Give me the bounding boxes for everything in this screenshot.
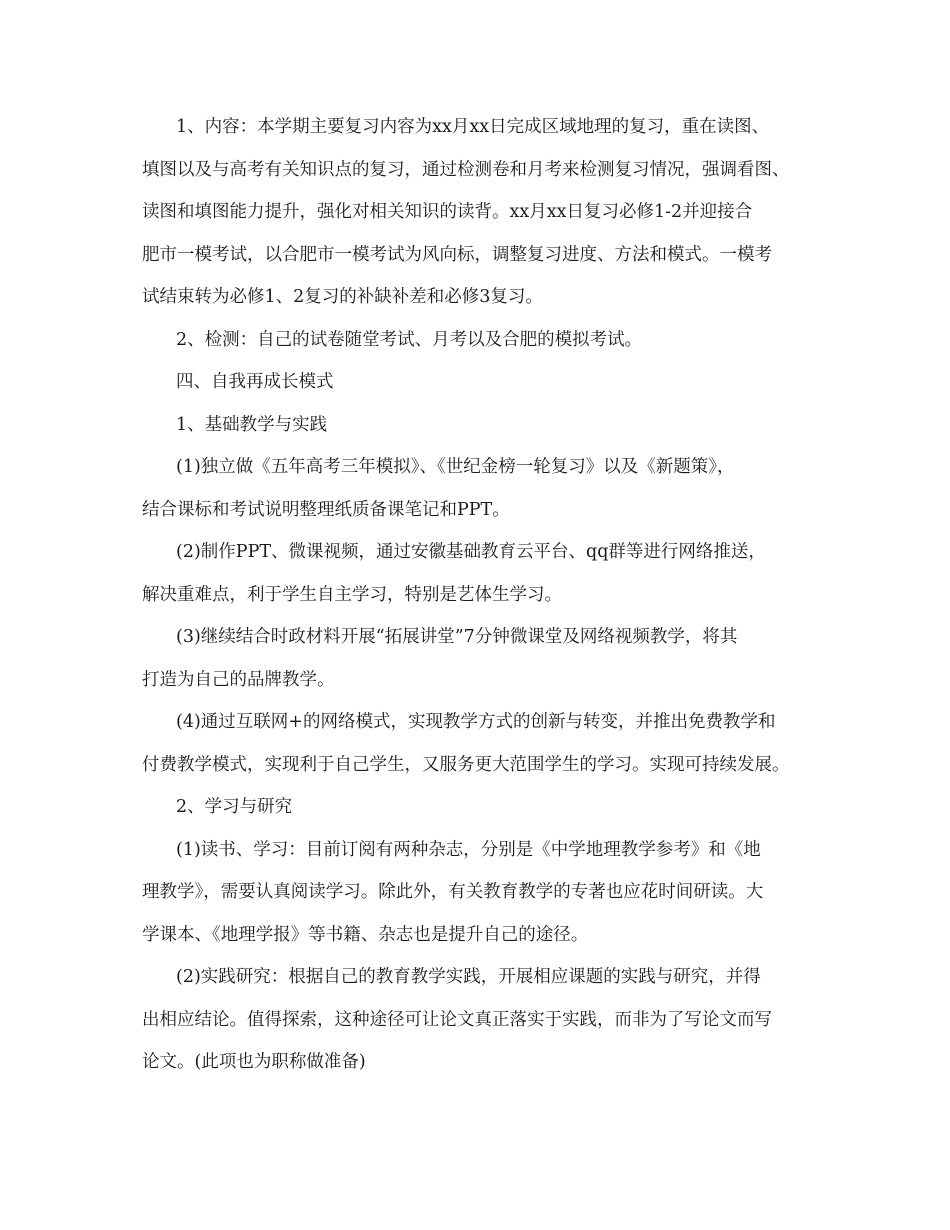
text-line: 2、学习与研究 (176, 797, 293, 817)
document-body (142, 106, 832, 1084)
text-line: (1)独立做《五年高考三年模拟》、《世纪金榜一轮复习》以及《新题策》， (176, 457, 735, 477)
text-line: (2)制作PPT、微课视频，通过安徽基础教育云平台、qq群等进行网络推送， (176, 542, 766, 562)
text-line: 填图以及与高考有关知识点的复习，通过检测卷和月考来检测复习情况，强调看图、 (142, 159, 790, 180)
text-line: 1、基础教学与实践 (176, 414, 328, 435)
text-line: (1)读书、学习：目前订阅有两种杂志，分别是《中学地理教学参考》和《地 (176, 839, 761, 860)
text-line: (4)通过互联网+的网络模式，实现教学方式的创新与转变，并推出免费教学和 (176, 712, 776, 732)
text-line: 出相应结论。值得探索，这种途径可让论文真正落实于实践，而非为了写论文而写 (142, 1009, 772, 1030)
text-line: 结合课标和考试说明整理纸质备课笔记和PPT。 (142, 499, 510, 520)
text-line: (2)实践研究：根据自己的教育教学实践，开展相应课题的实践与研究，并得 (176, 967, 761, 987)
text-line: (3)继续结合时政材料开展“拓展讲堂”7分钟微课堂及网络视频教学，将其 (176, 627, 738, 647)
text-line: 试结束转为必修1、2复习的补缺补差和必修3复习。 (142, 287, 543, 307)
text-line: 2、检测：自己的试卷随堂考试、月考以及合肥的模拟考试。 (176, 329, 643, 350)
text-line: 四、自我再成长模式 (176, 372, 334, 392)
text-line: 论文。(此项也为职称做准备) (142, 1052, 366, 1072)
text-line: 理教学》，需要认真阅读学习。除此外，有关教育教学的专著也应花时间研读。大 (142, 882, 764, 902)
text-line: 学课本、《地理学报》等书籍、杂志也是提升自己的途径。 (142, 924, 589, 945)
text-line: 肥市一模考试，以合肥市一模考试为风向标，调整复习进度、方法和模式。一模考 (142, 244, 772, 265)
text-line: 1、内容：本学期主要复习内容为xx月xx日完成区域地理的复习，重在读图、 (176, 117, 770, 137)
text-line: 付费教学模式，实现利于自己学生，又服务更大范围学生的学习。实现可持续发展。 (142, 754, 790, 775)
text-line: 打造为自己的品牌教学。 (142, 669, 335, 690)
text-line: 读图和填图能力提升，强化对相关知识的读背。xx月xx日复习必修1-2并迎接合 (142, 202, 753, 222)
text-line: 解决重难点，利于学生自主学习，特别是艺体生学习。 (142, 584, 562, 605)
